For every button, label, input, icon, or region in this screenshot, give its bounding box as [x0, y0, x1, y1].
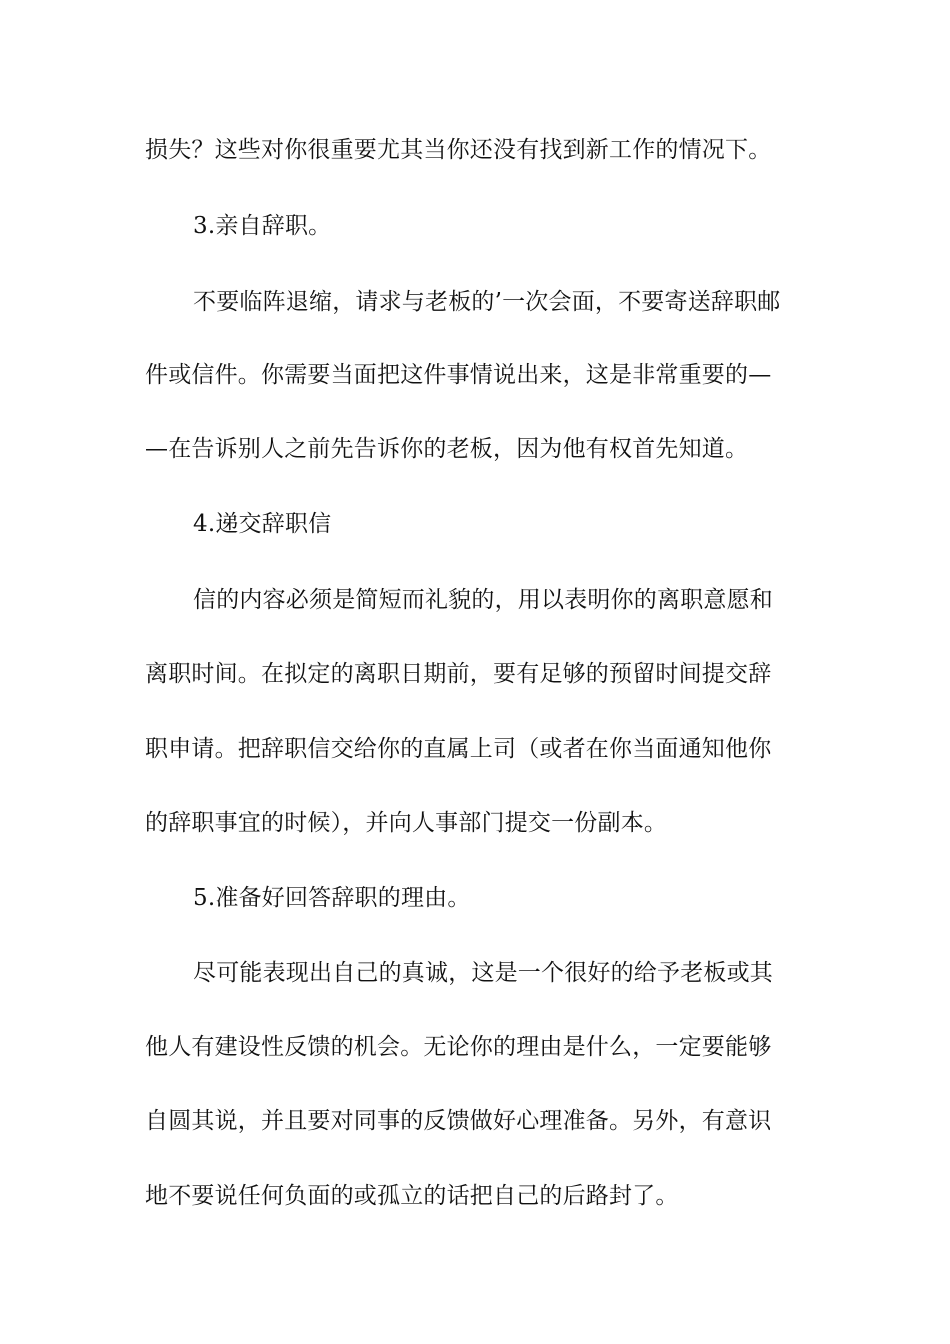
heading-step-4: 4.递交辞职信 — [193, 511, 332, 537]
text-line-13: 他人有建设性反馈的机会。无论你的理由是什么，一定要能够 — [145, 1034, 772, 1060]
heading-step-3: 3.亲自辞职。 — [193, 213, 332, 239]
text-line-4: 件或信件。你需要当面把这件事情说出来，这是非常重要的— — [145, 362, 772, 388]
text-line-14: 自圆其说，并且要对同事的反馈做好心理准备。另外，有意识 — [145, 1108, 772, 1134]
text-line-15: 地不要说任何负面的或孤立的话把自己的后路封了。 — [145, 1183, 679, 1209]
text-line-5: —在告诉别人之前先告诉你的老板，因为他有权首先知道。 — [145, 436, 749, 462]
text-line-8: 离职时间。在拟定的离职日期前，要有足够的预留时间提交辞 — [145, 661, 772, 687]
text-line-9: 职申请。把辞职信交给你的直属上司（或者在你当面通知他你 — [145, 736, 772, 762]
text-line-3: 不要临阵退缩，请求与老板的’一次会面，不要寄送辞职邮 — [193, 289, 781, 315]
text-line-12: 尽可能表现出自己的真诚，这是一个很好的给予老板或其 — [193, 960, 773, 986]
text-line-10: 的辞职事宜的时候），并向人事部门提交一份副本。 — [145, 810, 668, 836]
text-line-1: 损失？这些对你很重要尤其当你还没有找到新工作的情况下。 — [145, 137, 772, 163]
text-line-7: 信的内容必须是简短而礼貌的，用以表明你的离职意愿和 — [193, 587, 773, 613]
heading-step-5: 5.准备好回答辞职的理由。 — [193, 885, 471, 911]
